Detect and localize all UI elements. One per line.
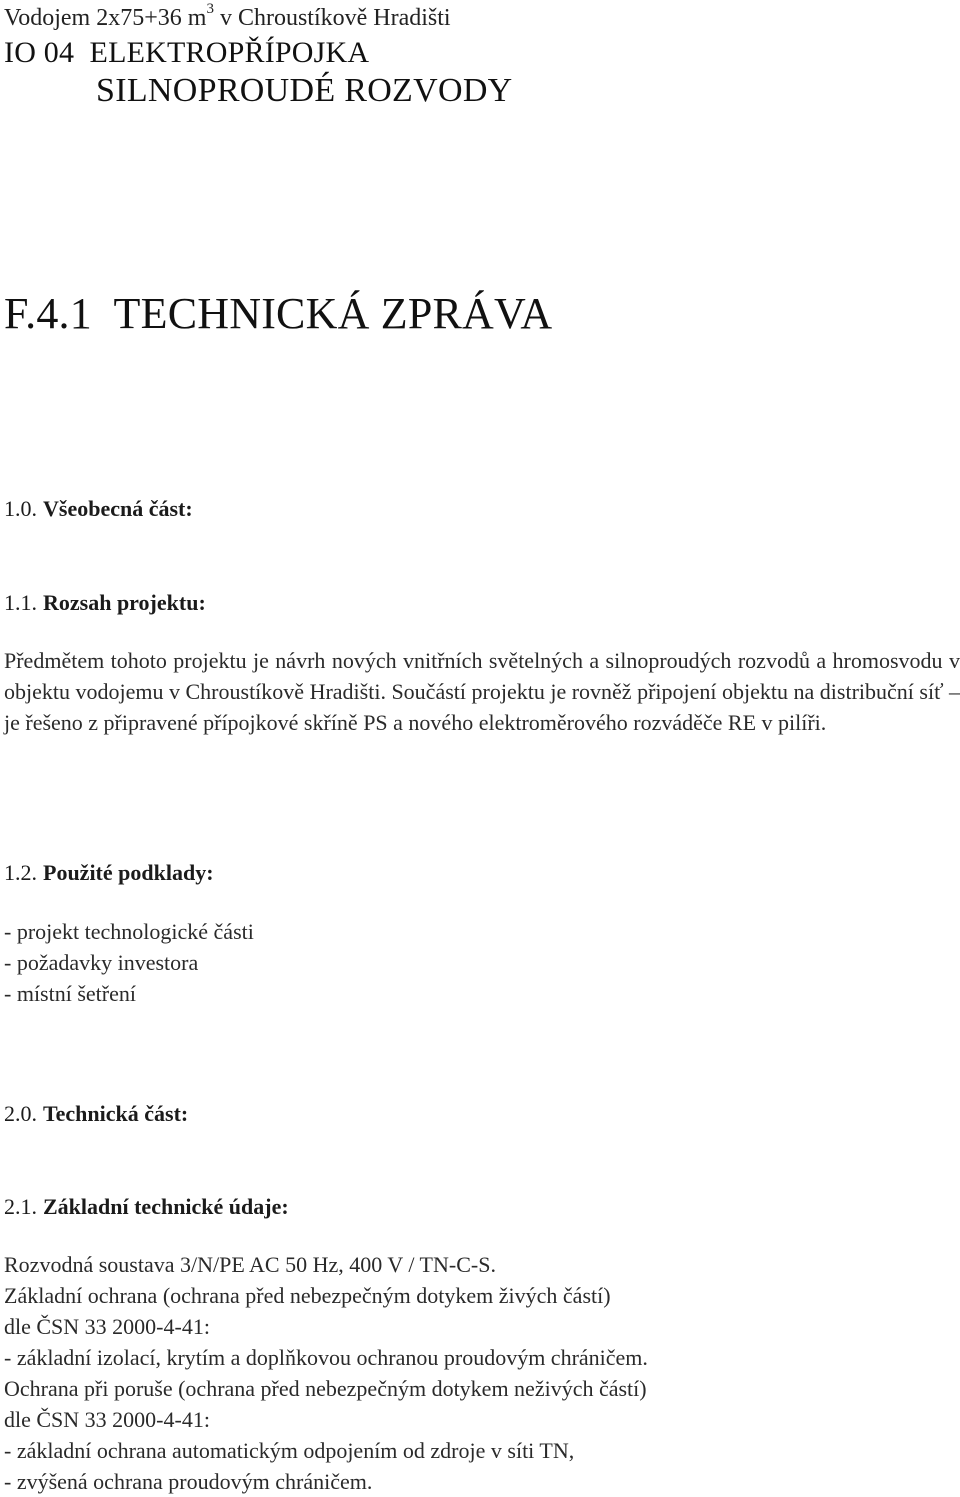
text-line: Rozvodná soustava 3/N/PE AC 50 Hz, 400 V / TN-C-S.: [4, 1252, 496, 1277]
scope-paragraph: Předmětem tohoto projektu je návrh nových vnitřních světelných a silnoproudých rozvodů a hromosvodu v objektu vodojemu v Chroustíkově Hradišti. Součástí projektu je rovněž připojení objektu na distribuční síť – je řešeno z připravené přípojkové skříně PS a nového elektroměrového rozváděče RE v pilíři.: [4, 648, 960, 735]
list-item: - místní šetření: [4, 981, 136, 1006]
section-title: Všeobecná část:: [43, 496, 193, 521]
document-title: F.4.1 TECHNICKÁ ZPRÁVA: [4, 289, 553, 338]
section-number: 2.0.: [4, 1101, 37, 1126]
section-number: 1.0.: [4, 496, 37, 521]
section-number: 1.1.: [4, 590, 37, 615]
section-number: 1.2.: [4, 860, 37, 885]
text-line: Základní ochrana (ochrana před nebezpečným dotykem živých částí): [4, 1283, 611, 1308]
list-item: - projekt technologické části: [4, 919, 254, 944]
text-line: Ochrana při poruše (ochrana před nebezpečným dotykem neživých částí): [4, 1376, 647, 1401]
text-line: - základní ochrana automatickým odpojením od zdroje v síti TN,: [4, 1438, 575, 1463]
text-line: dle ČSN 33 2000-4-41:: [4, 1407, 210, 1432]
list-item: - požadavky investora: [4, 950, 199, 975]
text-line: - zvýšená ochrana proudovým chráničem.: [4, 1469, 373, 1494]
text-line: - základní izolací, krytím a doplňkovou ochranou proudovým chráničem.: [4, 1345, 648, 1370]
section-heading-1-0: [4, 498, 193, 520]
section-heading-2-1: [4, 1196, 289, 1218]
section-title: Základní technické údaje:: [43, 1194, 289, 1219]
section-heading-1-2: [4, 862, 214, 884]
project-name: [4, 1, 451, 31]
text-line: dle ČSN 33 2000-4-41:: [4, 1314, 210, 1339]
section-title: Rozsah projektu:: [43, 590, 206, 615]
project-unit-superscript: 3: [206, 1, 214, 17]
section-heading-1-1: [4, 592, 206, 614]
object-code: IO 04 ELEKTROPŘÍPOJKA: [4, 36, 370, 69]
section-number: 2.1.: [4, 1194, 37, 1219]
section-title: Technická část:: [43, 1101, 189, 1126]
section-heading-2-0: [4, 1103, 188, 1125]
technical-data-block: [4, 1249, 960, 1497]
sources-list: [4, 916, 960, 1009]
project-name-main: Vodojem 2x75+36 m: [4, 5, 207, 31]
section-title: Použité podklady:: [43, 860, 214, 885]
object-subtitle: SILNOPROUDÉ ROZVODY: [96, 72, 513, 109]
project-name-location: v Chroustíkově Hradišti: [213, 5, 451, 31]
